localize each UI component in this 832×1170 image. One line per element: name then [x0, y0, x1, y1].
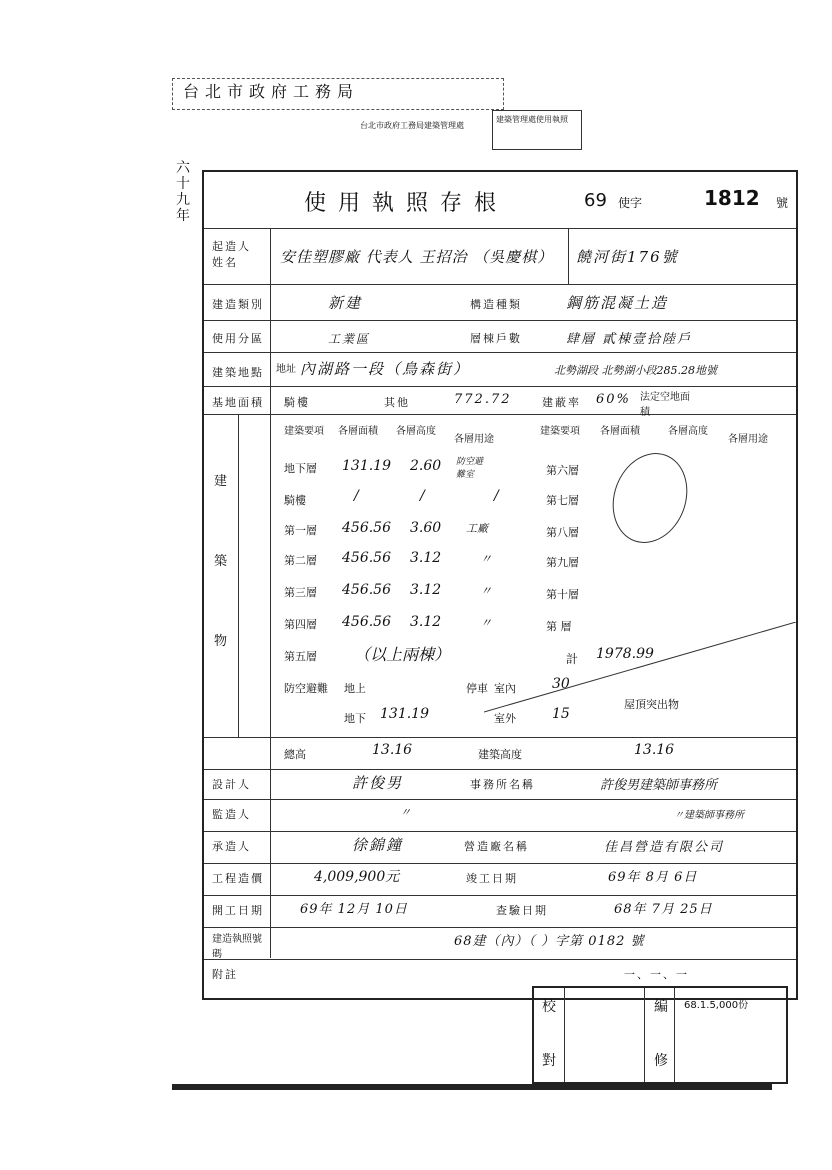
use-label: 使用分區: [212, 332, 264, 345]
contractor-company: 佳昌營造有限公司: [604, 840, 725, 855]
applicant-label: 起造人姓名: [212, 240, 251, 269]
designer-office: 許俊男建築師事務所: [600, 778, 718, 793]
floor-row-3-use: 〃: [480, 552, 493, 566]
inspection-value: 68年 7月 25日: [614, 902, 713, 917]
permit-form: [202, 170, 798, 1000]
review-stamp: 68.1.5,000份: [684, 1000, 749, 1011]
designer-name: 許俊男: [352, 774, 404, 792]
review-box: [532, 986, 788, 1084]
col-header-6: 各層高度: [668, 426, 708, 437]
stamp-left: 台北市政府工務局建築管理處: [360, 121, 464, 130]
contractor-label: 承造人: [212, 840, 251, 853]
col-header-1: 各層面積: [338, 426, 378, 437]
floor-row-0-name: 地下層: [284, 462, 317, 475]
shelter-label: 防空避難: [284, 682, 328, 695]
floor-row-0-area: 131.19: [342, 458, 391, 474]
floor-right-2: 第八層: [546, 526, 579, 539]
remarks-label: 附註: [212, 968, 238, 981]
col-header-5: 各層面積: [600, 426, 640, 437]
floor-row-2-name: 第一層: [284, 524, 317, 537]
cost-value: 4,009,900元: [314, 869, 400, 885]
building-height-value: 13.16: [634, 742, 675, 758]
floor-right-0: 第六層: [546, 464, 579, 477]
floor-right-5: 第 層: [546, 620, 572, 633]
coverage-value: 60%: [596, 392, 631, 407]
coverage-label: 建蔽率: [542, 396, 581, 409]
start-label: 開工日期: [212, 904, 264, 917]
roof-label: 屋頂突出物: [624, 698, 679, 711]
form-number: 1812: [704, 186, 760, 210]
parking-indoor: 30: [552, 676, 570, 692]
open-space-label: 法定空地面積: [640, 392, 690, 418]
col-header-2: 各層高度: [396, 426, 436, 437]
building-label: 建築物: [214, 474, 230, 649]
contractor-name: 徐錦鐘: [352, 836, 404, 854]
floor-row-4-name: 第三層: [284, 586, 317, 599]
col-header-7: 各層用途: [728, 434, 768, 445]
inspection-label: 查驗日期: [496, 904, 548, 917]
review-check: 校: [542, 999, 556, 1015]
floor-row-1-use: /: [494, 488, 499, 504]
location-value: 內湖路一段（鳥森街）: [300, 360, 471, 378]
floors-value: 肆層 貳棟壹拾陸戶: [566, 332, 693, 347]
floors-label: 層棟戶數: [470, 332, 522, 345]
location-label: 建築地點: [212, 366, 264, 379]
review-edit2: 修: [654, 1053, 668, 1069]
review-edit: 編: [654, 999, 668, 1015]
shelter-below-value: 131.19: [380, 706, 429, 722]
supervisor-office: 〃建築師事務所: [674, 810, 744, 821]
floor-row-2-area: 456.56: [342, 520, 391, 536]
category-label: 建造類別: [212, 298, 264, 311]
permit-value: 68建（內）（ ）字第 0182 號: [454, 934, 645, 949]
handwritten-circle: [600, 442, 699, 553]
address-label: 地址: [276, 364, 296, 375]
applicant-address: 饒河街176號: [576, 248, 679, 266]
floor-row-0-height: 2.60: [410, 458, 442, 474]
floor-right-1: 第七層: [546, 494, 579, 507]
floor-row-4-area: 456.56: [342, 582, 391, 598]
review-reviewer: 對: [542, 1053, 556, 1069]
form-suffix: 號: [776, 196, 789, 210]
cost-label: 工程造價: [212, 872, 264, 885]
parking-label: 停車: [466, 682, 488, 695]
floor-right-3: 第九層: [546, 556, 579, 569]
designer-label: 設計人: [212, 778, 251, 791]
col-header-4: 建築要項: [540, 426, 580, 437]
floor-row-6-name: 第五層: [284, 650, 317, 663]
col-header-0: 建築要項: [284, 426, 324, 437]
shelter-below: 地下: [344, 712, 366, 725]
form-prefix: 使字: [618, 196, 643, 210]
building-height-label: 建築高度: [478, 748, 522, 761]
contractor-company-label: 營造廠名稱: [464, 840, 529, 853]
total-height-label: 總高: [284, 748, 306, 761]
floor-row-0-use: 防空避難室: [456, 457, 484, 480]
header-stamp: [172, 78, 504, 110]
left-margin-note: 六十九年: [176, 160, 190, 224]
site-area-arcade: 騎樓: [284, 396, 310, 409]
floor-right-4: 第十層: [546, 588, 579, 601]
stamp-right: 建築管理處使用執照: [492, 110, 582, 150]
col-header-3: 各層用途: [454, 434, 494, 445]
floor-row-5-name: 第四層: [284, 618, 317, 631]
start-value: 69年 12月 10日: [300, 902, 408, 917]
diagonal-strike: [484, 622, 796, 762]
structure-label: 構造種類: [470, 298, 522, 311]
site-area-label: 基地面積: [212, 396, 264, 409]
floor-row-4-use: 〃: [480, 584, 493, 598]
total-value: 1978.99: [596, 646, 654, 662]
use-value: 工業區: [328, 332, 371, 346]
designer-office-label: 事務所名稱: [470, 778, 535, 791]
parking-outdoor-label: 室外: [494, 712, 516, 725]
floor-row-1-height: /: [420, 488, 425, 504]
form-title: 使用執照存根: [304, 191, 509, 216]
floor-row-2-use: 工廠: [466, 522, 488, 535]
floor-row-3-height: 3.12: [410, 550, 442, 566]
floor-row-3-name: 第二層: [284, 554, 317, 567]
applicant-value: 安佳塑膠廠 代表人 王招治 （吳慶棋）: [280, 248, 554, 266]
supervisor-name: 〃: [400, 806, 413, 819]
floor-row-6-area: （以上兩棟）: [354, 645, 451, 664]
remarks-value: 一、一、一: [624, 968, 689, 981]
floor-row-1-area: /: [354, 488, 359, 504]
header-stamp-text: 台北市政府工務局: [183, 82, 360, 101]
parking-outdoor: 15: [552, 706, 570, 722]
floor-row-2-height: 3.60: [410, 520, 442, 536]
structure-value: 鋼筋混凝土造: [566, 294, 669, 312]
form-year: 69: [584, 190, 607, 211]
site-area-other: 772.72: [454, 392, 512, 407]
bottom-bar: [172, 1084, 772, 1090]
supervisor-label: 監造人: [212, 808, 251, 821]
floor-row-3-area: 456.56: [342, 550, 391, 566]
floor-row-5-area: 456.56: [342, 614, 391, 630]
permit-label: 建造執照號碼: [212, 934, 262, 960]
floor-row-4-height: 3.12: [410, 582, 442, 598]
total-label: 計: [566, 652, 579, 666]
category-value: 新建: [328, 294, 363, 312]
floor-row-5-use: 〃: [480, 616, 493, 630]
completion-value: 69年 8月 6日: [608, 870, 698, 885]
parking-indoor-label: 室內: [494, 682, 516, 695]
total-height: 13.16: [372, 742, 413, 758]
completion-label: 竣工日期: [466, 872, 518, 885]
shelter-above: 地上: [344, 682, 366, 695]
site-area-other-label: 其他: [384, 396, 410, 409]
floor-row-1-name: 騎樓: [284, 494, 306, 507]
land-lot: 北勢湖段 北勢湖小段285.28地號: [554, 364, 717, 377]
floor-row-5-height: 3.12: [410, 614, 442, 630]
